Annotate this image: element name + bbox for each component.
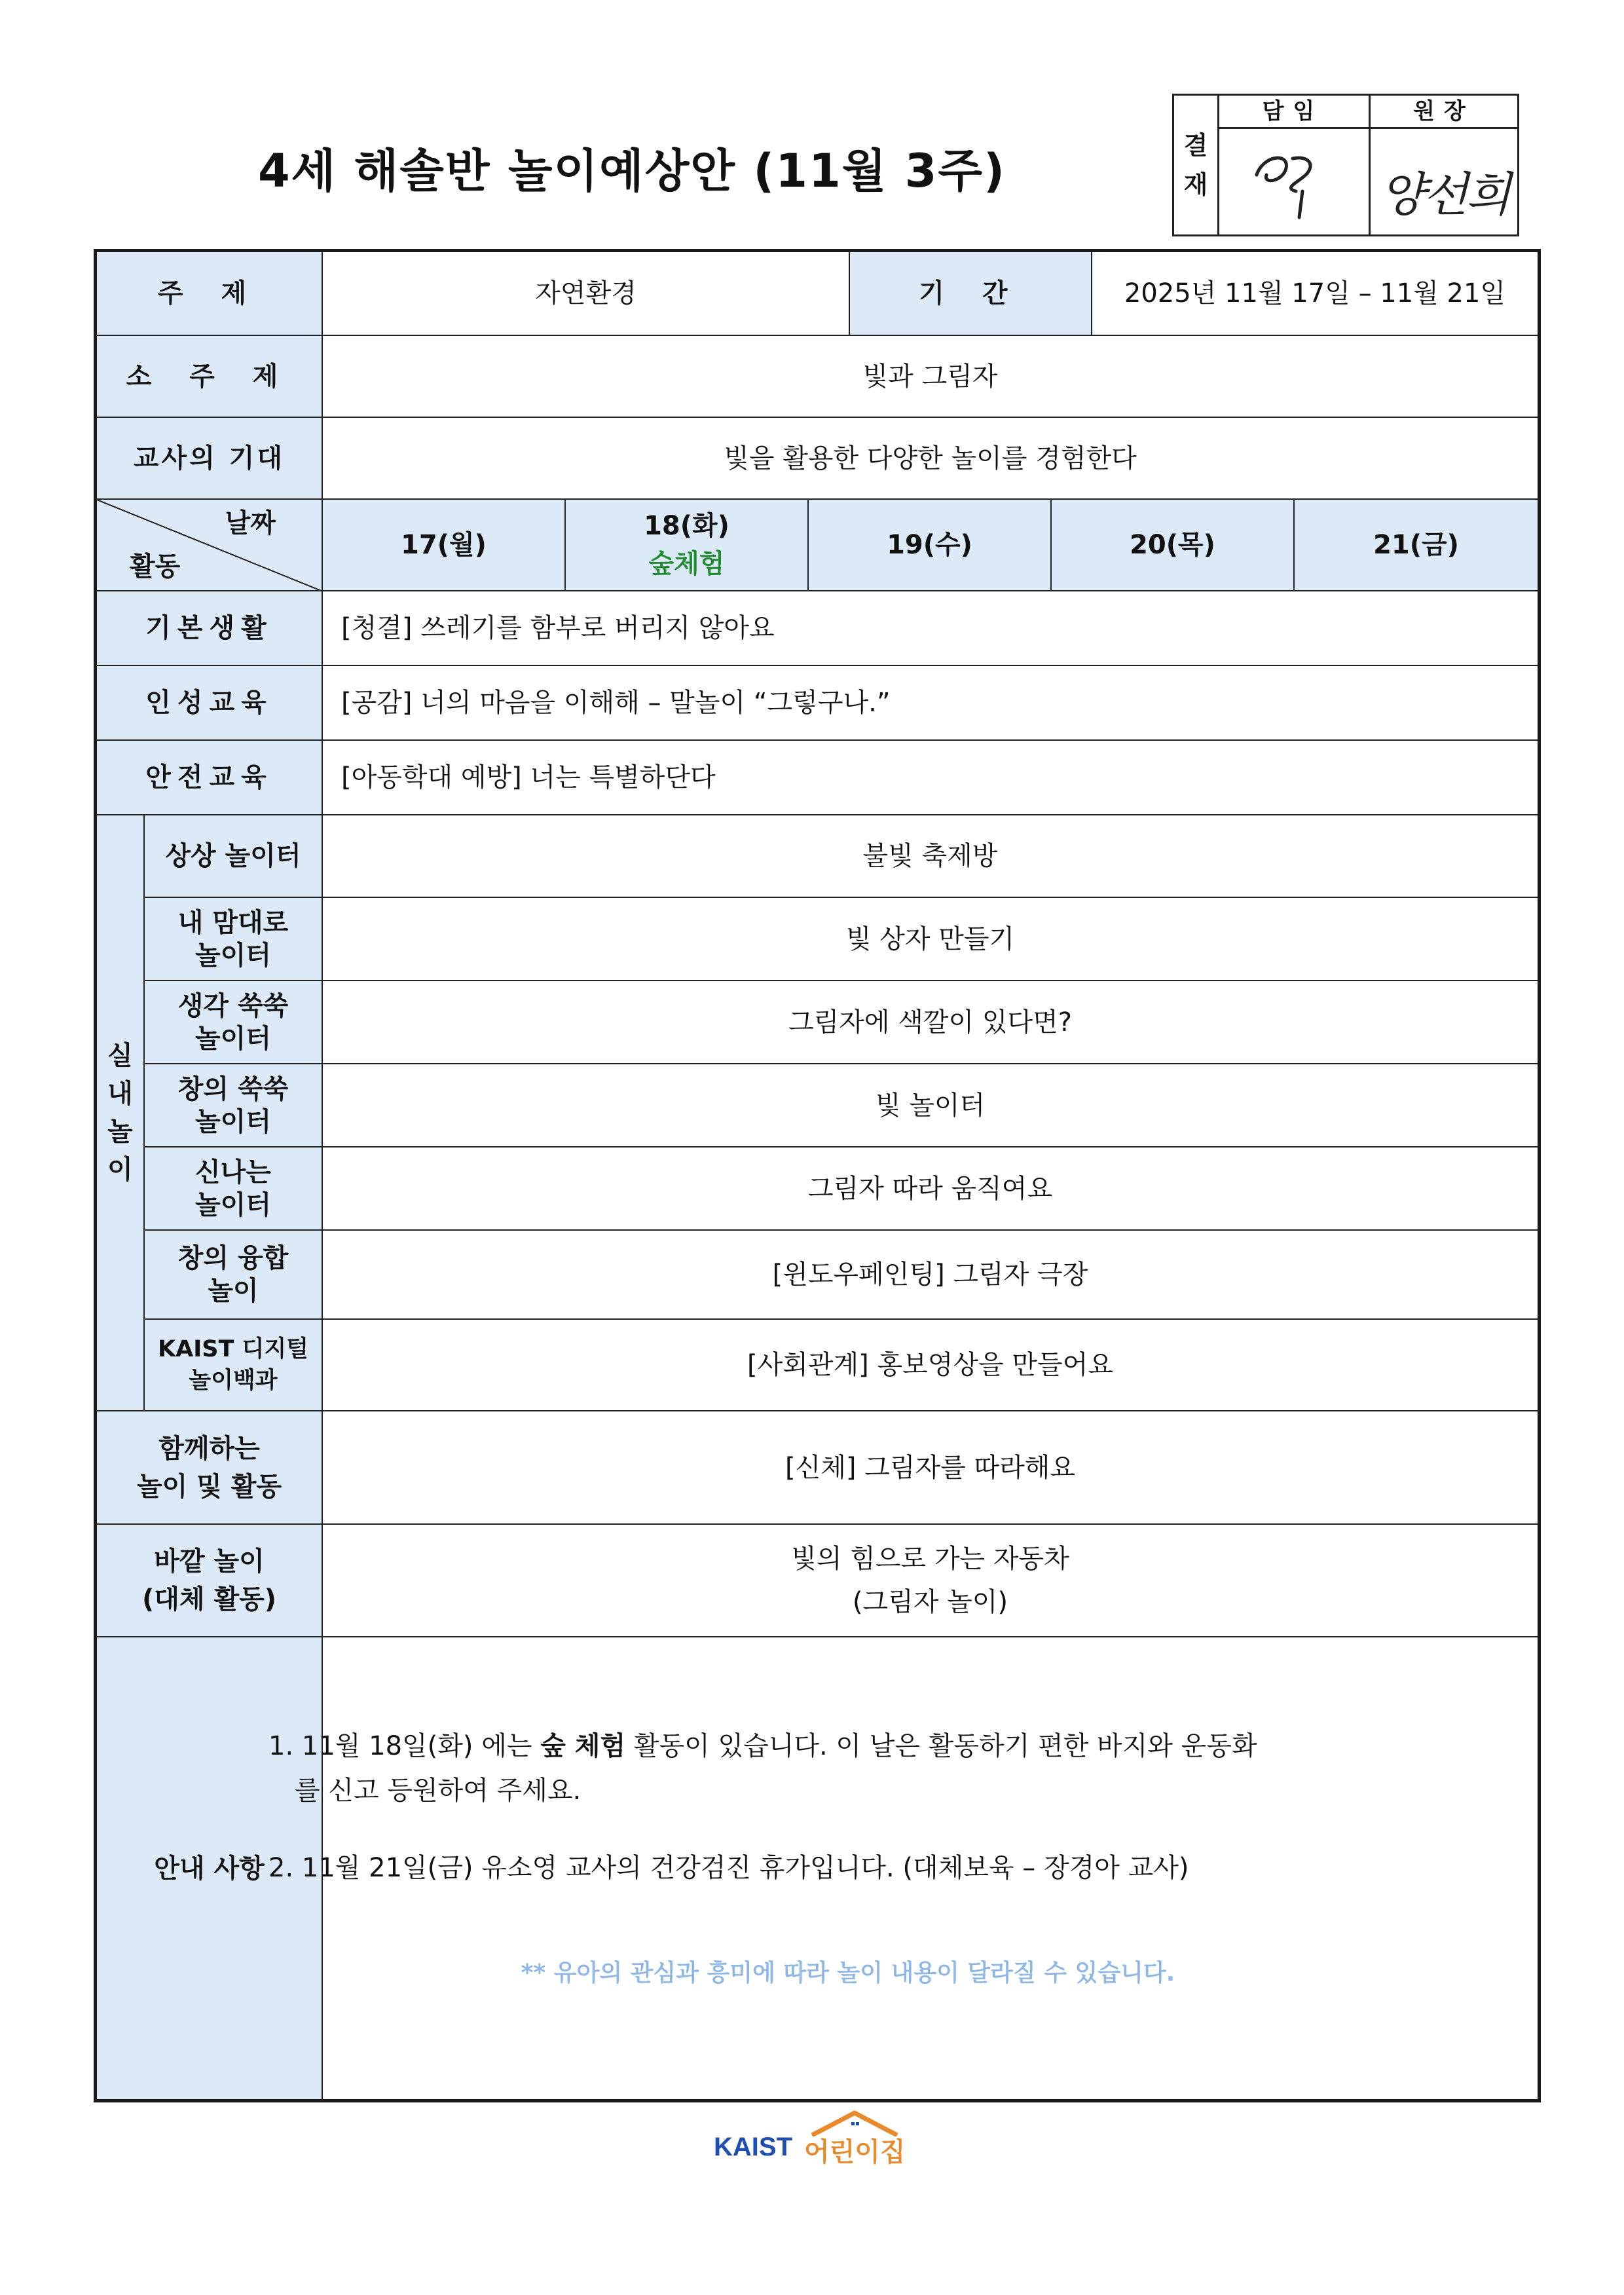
approval-teacher-header: 담임 [1217, 96, 1369, 129]
kaist-kindergarten-logo [714, 2109, 930, 2168]
expectation-value: 빛을 활용한 다양한 놀이를 경험한다 [323, 418, 1538, 500]
indoor-row-3-value: 그림자에 색깔이 있다면? [323, 981, 1538, 1064]
together-label [97, 1411, 323, 1525]
logo-kr-text: 어린이집 [804, 2137, 906, 2167]
indoor-play-label [97, 815, 145, 1411]
day-mon-label: 17(월) [401, 530, 487, 560]
safety-label: 안전교육 [97, 741, 323, 815]
indoor-row-6-label [145, 1231, 323, 1320]
day-wed [809, 500, 1052, 591]
page-title: 4세 해솔반 놀이예상안 (11월 3주) [257, 144, 1006, 198]
notice-item-1 [268, 1724, 1500, 1813]
indoor-row-7-value: [사회관계] 홍보영상을 만들어요 [323, 1320, 1538, 1411]
indoor-row-3-label [145, 981, 323, 1064]
date-activity-header [97, 500, 323, 591]
together-label-2: 놀이 및 활동 [136, 1471, 282, 1502]
approval-label-top: 결 [1183, 131, 1208, 160]
character-value: [공감] 너의 마음을 이해해 – 말놀이 “그렇구나.” [323, 666, 1538, 741]
indoor-row-6-label-1: 창의 융합 [177, 1243, 289, 1273]
outdoor-label-1: 바깥 놀이 [154, 1546, 265, 1577]
day-tue-note: 숲체험 [648, 549, 725, 579]
outdoor-value-2: (그림자 놀이) [852, 1587, 1008, 1617]
day-tue-label: 18(화) [644, 511, 729, 541]
date-label: 날짜 [225, 508, 276, 538]
indoor-row-4-label-1: 창의 쑥쑥 [177, 1073, 289, 1104]
indoor-row-4-label-2: 놀이터 [195, 1106, 271, 1137]
safety-value: [아동학대 예방] 너는 특별하단다 [323, 741, 1538, 815]
notice-label: 안내 사항 [97, 1637, 323, 2099]
together-label-1: 함께하는 [158, 1433, 260, 1464]
outdoor-label [97, 1525, 323, 1637]
indoor-row-7-label [145, 1320, 323, 1411]
approval-teacher-column [1217, 96, 1371, 234]
notice-item-2: 2. 11월 21일(금) 유소영 교사의 건강검진 휴가입니다. (대체보육 – 장경아 교사) [268, 1853, 1189, 1883]
indoor-char-4: 이 [107, 1155, 133, 1185]
indoor-row-5-label [145, 1148, 323, 1231]
teacher-signature-icon [1217, 129, 1361, 227]
indoor-row-1-value: 불빛 축제방 [323, 815, 1538, 898]
approval-director-header: 원장 [1371, 96, 1517, 129]
approval-box [1172, 94, 1519, 236]
approval-label [1174, 96, 1219, 234]
indoor-row-2-label-1: 내 맘대로 [177, 907, 289, 938]
notice-item-1-c: 를 신고 등원하여 주세요. [295, 1776, 581, 1806]
indoor-row-2-value: 빛 상자 만들기 [323, 898, 1538, 981]
notice-item-1-b: 활동이 있습니다. 이 날은 활동하기 편한 바지와 운동화 [625, 1731, 1257, 1761]
notice-item-1-bold: 숲 체험 [540, 1731, 626, 1761]
indoor-row-7-label-2: 놀이백과 [189, 1368, 278, 1394]
indoor-row-3-label-2: 놀이터 [195, 1023, 271, 1054]
notice-footnote: ** 유아의 관심과 흥미에 따라 놀이 내용이 달라질 수 있습니다. [521, 1960, 1175, 1987]
basic-life-value: [청결] 쓰레기를 함부로 버리지 않아요 [323, 591, 1538, 666]
together-value: [신체] 그림자를 따라해요 [323, 1411, 1538, 1525]
approval-label-bottom: 재 [1183, 170, 1208, 199]
indoor-char-2: 내 [107, 1079, 133, 1109]
day-fri-label: 21(금) [1373, 530, 1459, 560]
day-thu-label: 20(목) [1130, 530, 1215, 560]
indoor-row-3-label-1: 생각 쑥쑥 [177, 990, 289, 1021]
director-signature [1371, 129, 1517, 234]
indoor-row-6-label-2: 놀이 [208, 1276, 259, 1306]
basic-life-label: 기본생활 [97, 591, 323, 666]
character-label: 인성교육 [97, 666, 323, 741]
indoor-row-5-label-1: 신나는 [195, 1157, 271, 1187]
outdoor-label-2: (대체 활동) [141, 1584, 277, 1614]
indoor-char-3: 놀 [107, 1117, 133, 1147]
day-mon [323, 500, 566, 591]
notice-content [268, 1724, 1500, 1916]
teacher-signature [1217, 129, 1369, 234]
day-fri [1295, 500, 1538, 591]
indoor-row-4-label [145, 1064, 323, 1148]
indoor-row-5-value: 그림자 따라 움직여요 [323, 1148, 1538, 1231]
indoor-row-5-label-2: 놀이터 [195, 1189, 271, 1220]
activity-label: 활동 [130, 551, 181, 582]
period-label: 기 간 [850, 252, 1092, 336]
theme-label: 주 제 [97, 252, 323, 336]
day-tue [566, 500, 809, 591]
indoor-char-1: 실 [107, 1041, 133, 1071]
expectation-label: 교사의 기대 [97, 418, 323, 500]
outdoor-value-1: 빛의 힘으로 가는 자동차 [791, 1544, 1069, 1574]
subtheme-label: 소 주 제 [97, 336, 323, 418]
indoor-row-1-label: 상상 놀이터 [145, 815, 323, 898]
indoor-row-7-label-1: KAIST 디지털 [158, 1336, 308, 1362]
day-wed-label: 19(수) [887, 530, 972, 560]
day-thu [1052, 500, 1295, 591]
theme-value: 자연환경 [323, 252, 850, 336]
indoor-row-2-label-2: 놀이터 [195, 940, 271, 971]
indoor-row-2-label [145, 898, 323, 981]
director-signature-text: 양선희 [1380, 167, 1509, 222]
notice-item-1-a: 1. 11월 18일(화) 에는 [268, 1731, 541, 1761]
logo-kaist-text: KAIST [714, 2133, 792, 2161]
period-value: 2025년 11월 17일 – 11월 21일 [1092, 252, 1538, 336]
outdoor-value [323, 1525, 1538, 1637]
subtheme-value: 빛과 그림자 [323, 336, 1538, 418]
indoor-row-6-value: [윈도우페인팅] 그림자 극장 [323, 1231, 1538, 1320]
indoor-row-4-value: 빛 놀이터 [323, 1064, 1538, 1148]
approval-director-column [1371, 96, 1517, 234]
